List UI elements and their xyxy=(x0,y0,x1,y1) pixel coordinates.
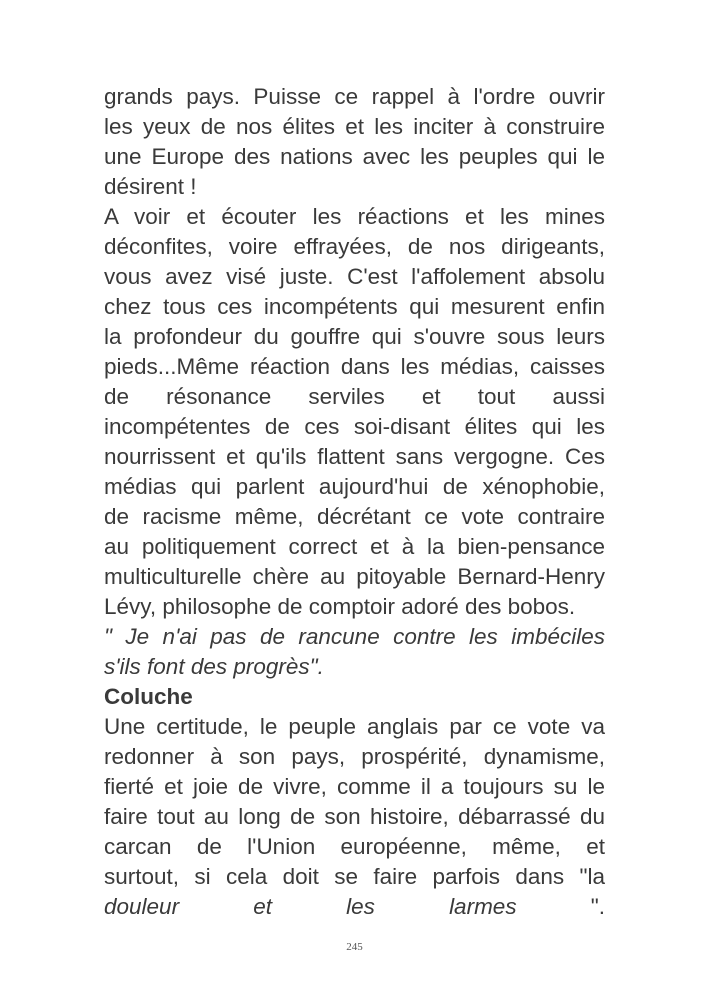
text-line: faire tout au long de son histoire, débarrassé du xyxy=(104,804,605,829)
text-line: de racisme même, décrétant ce vote contraire xyxy=(104,504,605,529)
body-text xyxy=(104,82,605,922)
text-line: désirent ! xyxy=(104,174,197,199)
text-line: de résonance serviles et tout aussi xyxy=(104,384,605,409)
text-line: une Europe des nations avec les peuples qui le xyxy=(104,144,605,169)
text-line: incompétentes de ces soi-disant élites qui les xyxy=(104,414,605,439)
text-line: Lévy, philosophe de comptoir adoré des bobos. xyxy=(104,594,576,619)
text-line: médias qui parlent aujourd'hui de xénophobie, xyxy=(104,474,605,499)
last-line-word: larmes xyxy=(449,894,517,919)
text-line: la profondeur du gouffre qui s'ouvre sous leurs xyxy=(104,324,605,349)
closing-quote: ". xyxy=(590,894,605,919)
quote-author: Coluche xyxy=(104,684,193,709)
quote-line: " Je n'ai pas de rancune contre les imbéciles xyxy=(104,624,605,649)
last-line-word: les xyxy=(346,894,375,919)
text-line: nourrissent et qu'ils flattent sans vergogne. Ces xyxy=(104,444,605,469)
text-line: surtout, si cela doit se faire parfois dans "la xyxy=(104,864,605,889)
text-line: Une certitude, le peuple anglais par ce vote va xyxy=(104,714,605,739)
quote-line: s'ils font des progrès". xyxy=(104,654,324,679)
text-line: pieds...Même réaction dans les médias, caisses xyxy=(104,354,605,379)
text-line: fierté et joie de vivre, comme il a toujours su le xyxy=(104,774,605,799)
last-line-word: douleur xyxy=(104,894,180,919)
text-line: chez tous ces incompétents qui mesurent enfin xyxy=(104,294,605,319)
text-line: vous avez visé juste. C'est l'affolement absolu xyxy=(104,264,605,289)
last-text-line xyxy=(104,892,605,922)
text-line: multiculturelle chère au pitoyable Bernard-Henry xyxy=(104,564,605,589)
text-line: les yeux de nos élites et les inciter à construire xyxy=(104,114,605,139)
text-line: redonner à son pays, prospérité, dynamisme, xyxy=(104,744,605,769)
text-line: carcan de l'Union européenne, même, et xyxy=(104,834,605,859)
text-line: au politiquement correct et à la bien-pensance xyxy=(104,534,605,559)
text-line: déconfites, voire effrayées, de nos dirigeants, xyxy=(104,234,605,259)
text-line: A voir et écouter les réactions et les mines xyxy=(104,204,605,229)
text-line: grands pays. Puisse ce rappel à l'ordre ouvrir xyxy=(104,84,605,109)
last-line-word: et xyxy=(253,894,272,919)
page-number: 245 xyxy=(346,941,363,953)
